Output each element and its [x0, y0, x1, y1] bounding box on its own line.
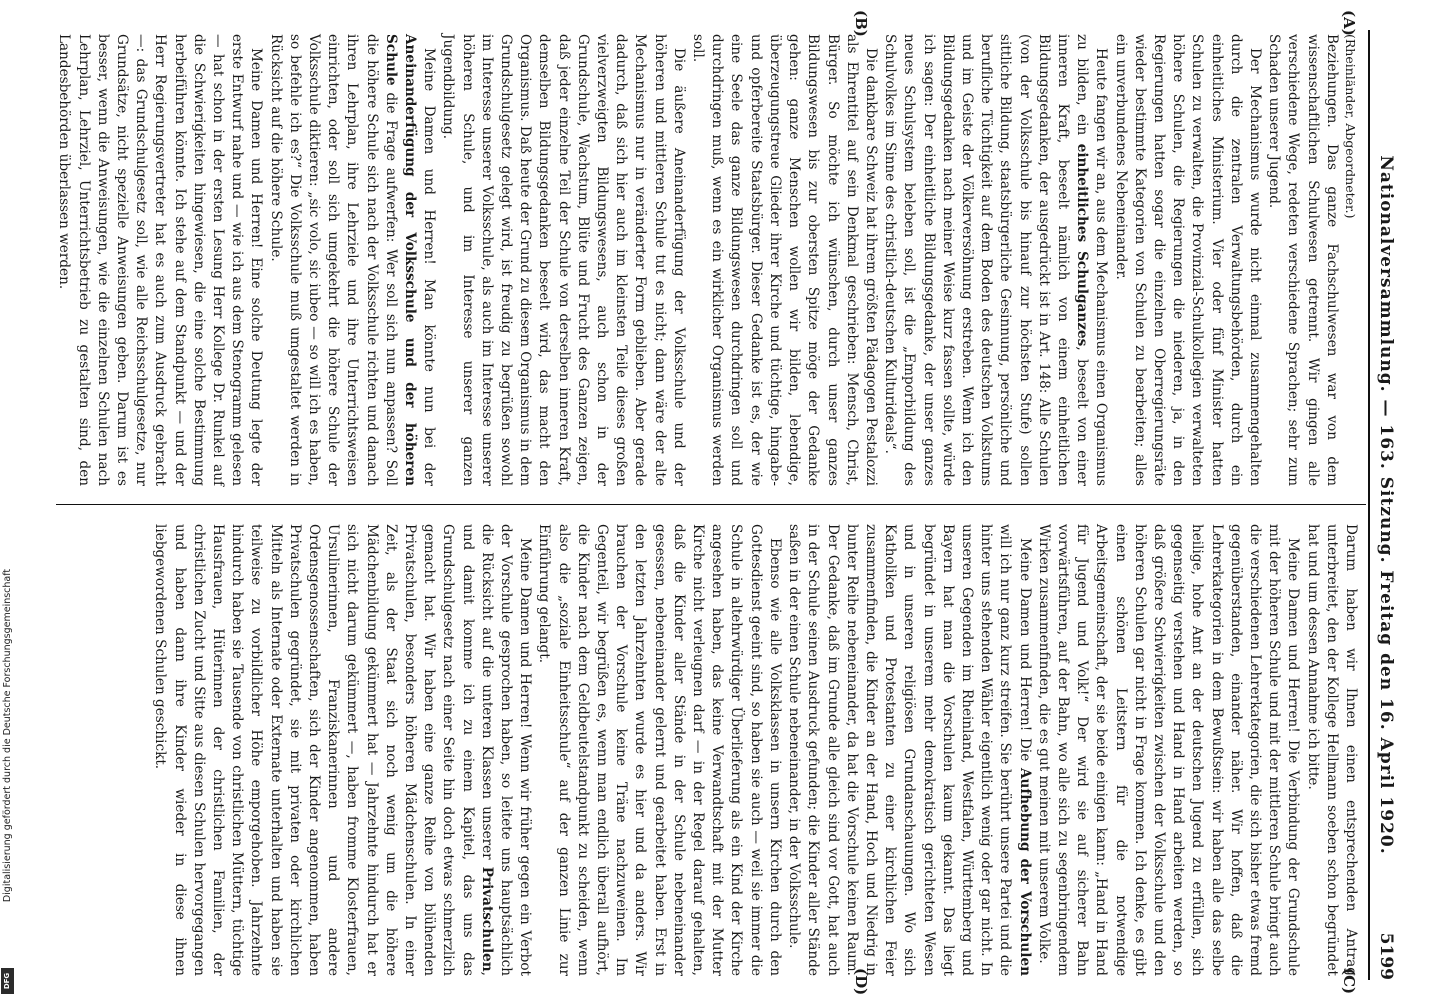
- text-run: , beseelt von einer inneren Kraft, beseelt nämlich von einem einheitlichen Bildungsgedanken, der ausgedrückt ist in Art. 148: Alle Schulen (von der Volksschule bis hinauf zur höchsten Stufe) sollen sittliche Bildung, staatsbürgerliche Gesinnung, persönliche und berufliche Tüchtigkeit auf dem Boden des deutschen Volkstums und im Geiste der Völkerversöhnung erstreben. Wenn ich den Bildungsgedanken nach meiner Weise kurz fassen sollte, würde ich sagen: Der einheitliche Bildungsgedanke, der unser ganzes neues Schulsystem beleben soll, ist die „Emporbildung des Schulvolkes im Sinne des christlich-deutschen Kulturideals“.: [882, 34, 1091, 486]
- text-run: die Frage aufwerfen: Wer soll sich nun anpassen? Soll die höhere Schule sich nach der Volksschule richten und danach ihren Lehrplan, ihre Lehrziele und ihre Unterrichtsweisen einrichten, oder soll sich umgekehrt die höhere Schule der Volksschule diktieren: „sic volo, sic iubeo — so will ich es haben, so befehle ich es?“ Die Volksschule muß umgestaltet werden in Rücksicht auf die höhere Schule.: [267, 34, 399, 486]
- margin-marker-c: (C): [1340, 968, 1358, 995]
- text-run: , und damit komme ich zu einem Kapitel, das uns das Grundschulgesetz nach einer Seite hin doch etwas schmerzlich gemacht hat. Wir haben eine ganze Reihe von blühenden Privatschulen, besonders höheren Mädchenschulen. In einer Zeit, als der Staat sich noch wenig um die höhere Mädchenbildung gekümmert hat — Jahrzehnte hindurch hat er sich nicht darum gekümmert —, haben fromme Klosterfrauen, Ursulinerinnen, Franziskanerinnen und andere Ordensgenossenschaften, sich der Kinder angenommen, haben Privatschulen gegründet, sie mit privaten oder kirchlichen Mitteln als Internate oder Externate unterhalten und haben sie teilweise zu vorbildlicher Höhe emporgehoben. Jahrzehnte hindurch haben sie Tausende von christlichen Müttern, tüchtige Hausfrauen, Hüterinnen der christlichen Familien, der christlichen Zucht und Sitte aus diesen Schulen hervorgegangen und haben dann ihre Kinder wieder in diese ihnen liebgewordenen Schulen geschickt.: [152, 524, 495, 976]
- right-column: [58, 524, 1360, 976]
- text-run: Heute fangen wir an, aus dem Mechanismus einen Organismus zu bilden, ein: [1074, 34, 1110, 486]
- paragraph: Darum haben wir Ihnen einen entsprechenden Antrag unterbreitet, den der Kollege Hellmann soeben schon begründet hat und um dessen Annahme ich bitte.: [1304, 524, 1359, 976]
- dfg-logo-text: DFG: [3, 972, 12, 990]
- margin-marker-a: (A): [1340, 10, 1358, 36]
- document-page: [40, 0, 1410, 1000]
- header-rule: [1368, 30, 1370, 980]
- bold-term: Privatschulen: [478, 866, 495, 972]
- bold-term: einheitliches Schulganzes: [1074, 143, 1091, 347]
- page-header: [1372, 30, 1400, 980]
- page-number: 5199: [1376, 932, 1396, 980]
- text-run: Meine Damen und Herren! Man könnte nun bei der: [421, 48, 438, 486]
- text-run: will ich nur ganz kurz streifen. Sie berührt unsere Partei und die hinter uns stehenden Wähler eigentlich wenig oder gar nicht. In unseren Gegenden im Rheinland, Westfalen, Württemberg und Bayern hat man die Vorschulen kaum gekannt. Das liegt begründet in unserem mehr demokratisch gerichteten Wesen und in unseren religiösen Grundanschauungen. Wo sich Katholiken und Protestanten zu einer kirchlichen Feier zusammenfinden, die Kinder an der Hand, Hoch und Niedrig in bunter Reihe nebeneinander, da hat die Vorschule keinen Raum. Der Gedanke, daß im Grunde alle gleich sind vor Gott, hat auch in der Schule seinen Ausdruck gefunden; die Kinder aller Stände saßen in der einen Schule nebeneinander, in der Volksschule.: [786, 524, 1014, 976]
- paragraph: Meine Damen und Herren! Eine solche Deutung legte der erste Entwurf nahe und — wie ich aus dem Stenogramm gelesen — hat schon in der ersten Lesung Herr Kollege Dr. Runkel auf die Schwierigkeiten hingewiesen, die eine solche Bestimmung herbeiführen könnte. Ich stehe auf dem Standpunkt — und der Herr Regierungsvertreter hat es auch zum Ausdruck gebracht —: das Grundschulgesetz soll, wie alle Reichsschulgesetze, nur Grundsätze, nicht spezielle Anweisungen geben. Darum ist es besser, wenn die Anweisungen, wie die einzelnen Schulen nach Lehrplan, Lehrziel, Unterrichtsbetrieb zu gestalten sind, den Landesbehörden überlassen werden.: [56, 34, 265, 486]
- paragraph: [880, 34, 1110, 486]
- dfg-logo-icon: [1, 968, 14, 994]
- paragraph: [150, 524, 534, 976]
- left-column: [58, 34, 1360, 486]
- margin-marker-b: (B): [852, 10, 870, 37]
- paragraph: [265, 34, 438, 486]
- paragraph: Die äußere Aneinanderfügung der Volksschule und der höheren und mittleren Schule tut es nicht; dann wäre der alte Mechanismus nur in veränderter Form geblieben. Aber gerade dadurch, daß sich hier auch im kleinsten Teile dieses großen vielverzweigten Bildungswesens, auch schon in der Grundschule, Wachstum, Blüte und Frucht des Ganzen zeigen, daß jeder einzelne Teil der Schule von derselben inneren Kraft, demselben Bildungsgedanken beseelt wird, das macht den Organismus. Daß heute der Grund zu diesem Organismus in dem Grundschulgesetz gelegt wird, ist freudig zu begrüßen sowohl im Interesse unserer Volksschule, als auch im Interesse unserer höheren Schule, und im Interesse unserer ganzen Jugendbildung.: [440, 34, 687, 486]
- paragraph: Meine Damen und Herren! Die Verbindung der Grundschule mit der höheren Schule und mit der mittleren Schule bringt auch die verschiedenen Lehrerkategorien, die sich bisher etwas fremd gegenüberstanden, einander näher. Wir hoffen, daß die Lehrerkategorien in dem Bewußtsein: wir haben alle das selbe heilige, hohe Amt an der deutschen Jugend zu erfüllen, sich gegenseitig verstehen und Hand in Hand arbeiten werden, so daß größere Schwierigkeiten zwischen der Volksschule und den höheren Schulen gar nicht in Frage kommen. Ich denke, es gibt einen schönen Leitstern für die notwendige Arbeitsgemeinschaft, der sie beide einigen kann: „Hand in Hand für Jugend und Volk!“ Der wird sie auf sicherer Bahn vorwärtsführen, auf der Bahn, wo alle sich zu segenbringendem Wirken zusammenfinden, die es gut meinen mit unserem Volke.: [1035, 524, 1302, 976]
- paragraph: [784, 524, 1034, 976]
- digitization-credit: [0, 470, 15, 1000]
- digitization-credit-text: Digitalisierung gefördert durch die Deutsche Forschungsgemeinschaft: [2, 568, 13, 902]
- paragraph: Beziehungen. Das ganze Fachschulwesen war von dem wissenschaftlichen Schulwesen getrennt. Wir gingen alle verschiedene Wege, redeten verschiedene Sprachen; sehr zum Schaden unserer Jugend.: [1266, 34, 1340, 486]
- text-run: Meine Damen und Herren! Wenn wir früher gegen ein Verbot der Vorschule gesprochen haben, so leitete uns hauptsächlich die Rücksicht auf die unteren Klassen unserer: [478, 524, 534, 976]
- margin-marker-d: (D): [852, 968, 870, 996]
- paragraph: Der Mechanismus wurde nicht einmal zusammengehalten durch die zentralen Verwaltungsbehörden, durch ein einheitliches Ministerium. Vier oder fünf Minister hatten Schulen zu verwalten, die Provinzial-Schulkollegien verwalteten höhere Schulen, die Regierungen die niederen, ja, in den Regierungen hatten sogar die einzelnen Oberregierungsräte wieder bestimmte Kategorien von Schulen zu bearbeiten; alles ein unverbundenes Nebeneinander.: [1112, 34, 1263, 486]
- paragraph: Ebenso wie alle Volksklassen in unsern Kirchen durch den Gottesdienst geeint sind, so haben sie auch — weil sie immer die Schule in altehrwürdiger Überlieferung als ein Kind der Kirche angesehen haben, das keine Verwandtschaft mit der Mutter Kirche nicht verleugnen darf — in der Regel darauf gehalten, daß die Kinder aller Stände in der Schule nebeneinander gesessen, nebeneinander gelernt und gearbeitet haben. Erst in den letzten Jahrzehnten wurde es hier und da anders. Wir brauchen der Vorschule keine Träne nachzuweinen. Im Gegenteil, wir begrüßen es, wenn man endlich überall aufhört, die Kinder nach dem Geldbeutelstandpunkt zu scheiden, wenn also die „soziale Einheitsschule“ auf der ganzen Linie zur Einführung gelangt.: [536, 524, 783, 976]
- speaker-label: (Rheinländer, Abgeordneter.): [1343, 34, 1358, 219]
- header-title: Nationalversammlung. — 163. Sitzung. Freitag den 16. April 1920.: [1376, 155, 1396, 855]
- column-divider: [56, 504, 1366, 505]
- bold-term: Aneinanderfügung der Volksschule und der höheren Schule: [382, 34, 419, 486]
- paragraph: Die dankbare Schweiz hat ihrem größten Pädagogen Pestalozzi als Ehrentitel auf sein Denkmal geschrieben: Mensch, Christ, Bürger. So möchte ich wünschen, durch unser ganzes Bildungswesen bis zur obersten Spitze möge der Gedanke gehen: ganze Menschen wollen wir bilden, lebendige, überzeugungstreue Glieder ihrer Kirche und tüchtige, hingabe- und opferbereite Staatsbürger. Dieser Gedanke ist es, der wie eine Seele das ganze Bildungswesen durchdringen soll und durchdringen muß, wenn es ein wirklicher Organismus werden soll.: [690, 34, 879, 486]
- bold-term: Aufhebung der Vorschulen: [1016, 767, 1033, 976]
- text-run: Meine Damen und Herren! Die: [1016, 538, 1033, 768]
